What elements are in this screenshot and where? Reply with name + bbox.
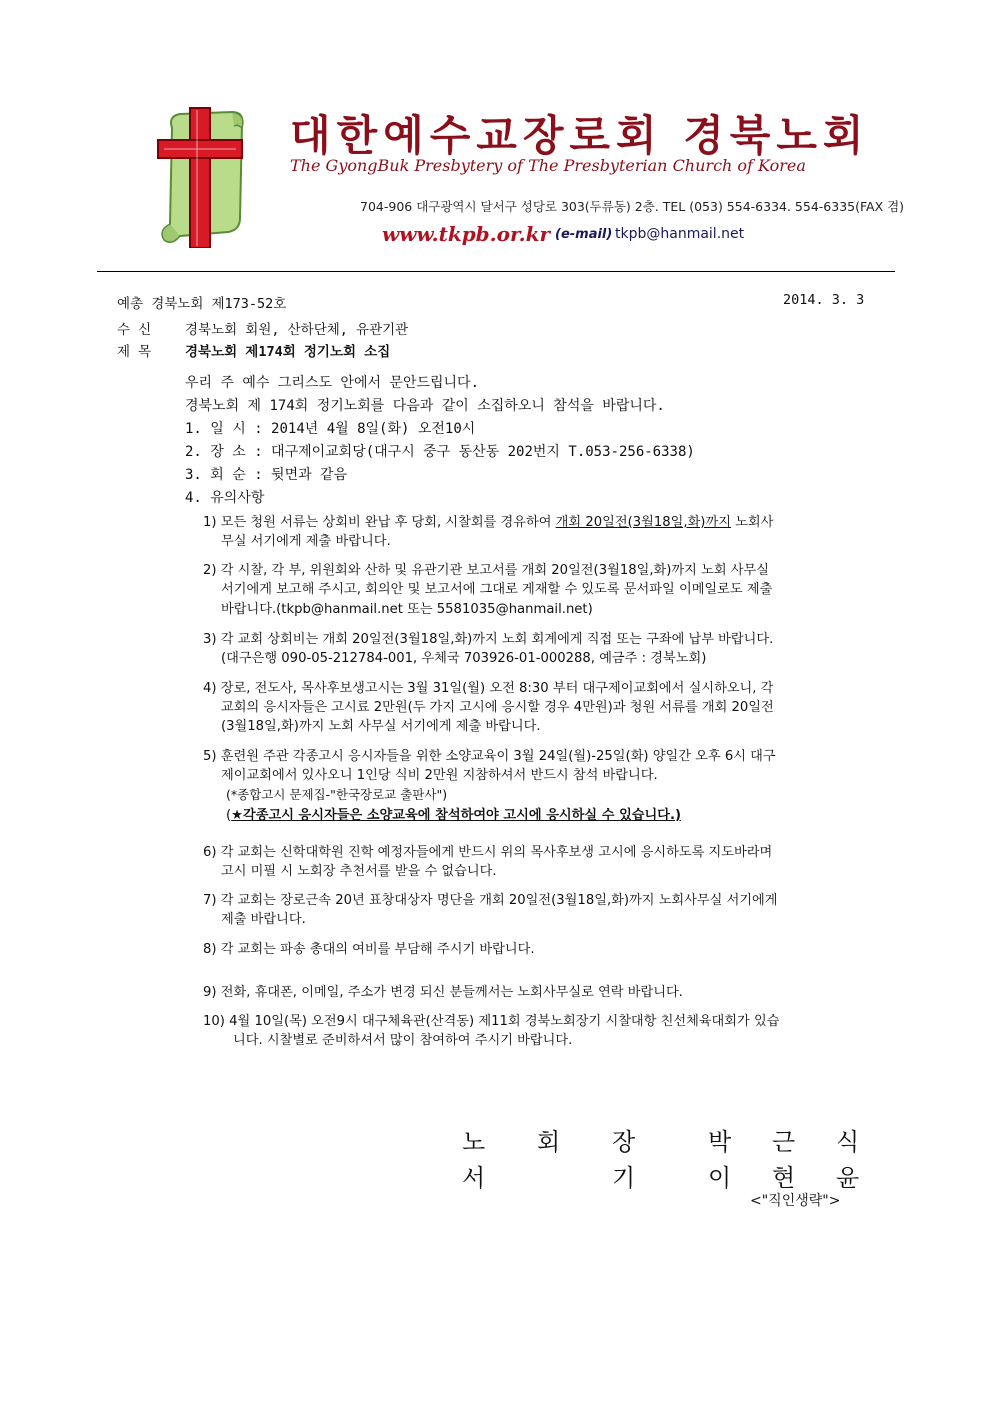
note-5-reference: (*종합고시 문제집-"한국장로교 출판사") — [226, 787, 448, 802]
subject-label: 제 목 — [117, 344, 152, 360]
note-1-deadline: 개회 20일전(3월18일,화)까지 — [555, 515, 731, 530]
note-2-cont: 바랍니다.(tkpb@hanmail.net 또는 5581035@hanmail.net) — [221, 602, 593, 617]
org-name-korean: 대한예수교장로회 경북노회 — [290, 111, 870, 160]
item-place: 2. 장 소 : 대구제이교회당(대구시 중구 동산동 202번지 T.053-256-6338) — [185, 444, 695, 460]
note-1: 1) 모든 청원 서류는 상회비 완납 후 당회, 시찰회를 경유하여 개회 20일전(3월18일,화)까지 노회사 — [203, 515, 774, 530]
document-date: 2014. 3. 3 — [783, 292, 865, 308]
note-5-cont: 제이교회에서 있사오니 1인당 식비 2만원 지참하셔서 반드시 참석 바랍니다. — [221, 768, 658, 783]
recipient-label: 수 신 — [117, 322, 152, 338]
email-label: (e-mail) — [555, 227, 613, 242]
note-4-cont: (3월18일,화)까지 노회 사무실 서기에게 제출 바랍니다. — [221, 719, 541, 734]
signature-name-clerk: 이 — [708, 1164, 732, 1192]
note-10: 10) 4월 10일(목) 오전9시 대구체육관(산격동) 제11회 경북노회장기 시찰대항 친선체육대회가 있습 — [203, 1014, 780, 1029]
item-date: 1. 일 시 : 2014년 4월 8일(화) 오전10시 — [185, 421, 476, 437]
note-2: 2) 각 시찰, 각 부, 위원회와 산하 및 유관기관 보고서를 개회 20일전(3월18일,화)까지 노회 사무실 — [203, 563, 769, 578]
signature-role-clerk: 서 — [462, 1164, 486, 1192]
note-4: 4) 장로, 전도사, 목사후보생고시는 3월 31일(월) 오전 8:30 부터 대구제이교회에서 실시하오니, 각 — [203, 681, 774, 696]
recipient: 경북노회 회원, 산하단체, 유관기관 — [185, 322, 409, 338]
note-5: 5) 훈련원 주관 각종고시 응시자들을 위한 소양교육이 3월 24일(월)-25일(화) 양일간 오후 6시 대구 — [203, 749, 776, 764]
org-name-english: The GyongBuk Presbytery of The Presbyterian Church of Korea — [290, 156, 806, 175]
header-divider — [97, 271, 895, 272]
signature-name-moderator: 식 — [836, 1128, 860, 1156]
note-5-warning: (★각종고시 응시자들은 소양교육에 참석하여야 고시에 응시하실 수 있습니다.) — [226, 808, 682, 823]
note-6: 6) 각 교회는 신학대학원 진학 예정자들에게 반드시 위의 목사후보생 고시에 응시하도록 지도바라며 — [203, 845, 773, 860]
signature-role-moderator: 장 — [612, 1128, 636, 1156]
note-8: 8) 각 교회는 파송 총대의 여비를 부담해 주시기 바랍니다. — [203, 942, 535, 957]
signature-name-clerk: 윤 — [836, 1164, 860, 1192]
subject: 경북노회 제174회 정기노회 소집 — [185, 344, 391, 360]
website-link[interactable]: www.tkpb.or.kr — [382, 222, 551, 246]
signature-role-moderator: 노 — [462, 1128, 486, 1156]
signature-name-moderator: 박 — [708, 1128, 732, 1156]
signature-name-clerk: 현 — [772, 1164, 796, 1192]
presbytery-logo — [150, 98, 250, 248]
note-6-cont: 고시 미필 시 노회장 추천서를 받을 수 없습니다. — [221, 864, 497, 879]
org-address: 704-906 대구광역시 달서구 성당로 303(두류동) 2층. TEL (053) 554-6334. 554-6335(FAX 겸) — [360, 199, 905, 214]
note-1-cont: 무실 서기에게 제출 바랍니다. — [221, 534, 391, 549]
email-link[interactable]: tkpb@hanmail.net — [615, 226, 745, 242]
note-3: 3) 각 교회 상회비는 개회 20일전(3월18일,화)까지 노회 회계에게 직접 또는 구좌에 납부 바랍니다. — [203, 632, 774, 647]
document-number: 예총 경북노회 제173-52호 — [117, 296, 287, 312]
item-agenda: 3. 회 순 : 뒷면과 같음 — [185, 467, 348, 483]
note-4-cont: 교회의 응시자들은 고시료 2만원(두 가지 고시에 응시할 경우 4만원)과 청원 서류를 개회 20일전 — [221, 700, 774, 715]
seal-omitted-note: <"직인생략"> — [750, 1193, 841, 1209]
note-3-cont: (대구은행 090-05-212784-001, 우체국 703926-01-000288, 예금주 : 경북노회) — [221, 651, 707, 666]
note-7-cont: 제출 바랍니다. — [221, 912, 306, 927]
note-5-warning-text: ★각종고시 응시자들은 소양교육에 참석하여야 고시에 응시하실 수 있습니다.) — [231, 808, 682, 823]
signature-role-moderator: 회 — [537, 1128, 561, 1156]
item-notes-heading: 4. 유의사항 — [185, 490, 265, 506]
note-2-cont: 서기에게 보고해 주시고, 회의안 및 보고서에 그대로 게재할 수 있도록 문서파일 이메일로도 제출 — [221, 582, 773, 597]
intro-line: 우리 주 예수 그리스도 안에서 문안드립니다. — [185, 375, 480, 391]
signature-name-moderator: 근 — [772, 1128, 796, 1156]
intro-line: 경북노회 제 174회 정기노회를 다음과 같이 소집하오니 참석을 바랍니다. — [185, 398, 665, 414]
note-10-cont: 니다. 시찰별로 준비하셔서 많이 참여하여 주시기 바랍니다. — [233, 1033, 573, 1048]
signature-role-clerk: 기 — [612, 1164, 636, 1192]
note-7: 7) 각 교회는 장로근속 20년 표창대상자 명단을 개회 20일전(3월18일,화)까지 노회사무실 서기에게 — [203, 893, 778, 908]
note-9: 9) 전화, 휴대폰, 이메일, 주소가 변경 되신 분들께서는 노회사무실로 연락 바랍니다. — [203, 985, 683, 1000]
